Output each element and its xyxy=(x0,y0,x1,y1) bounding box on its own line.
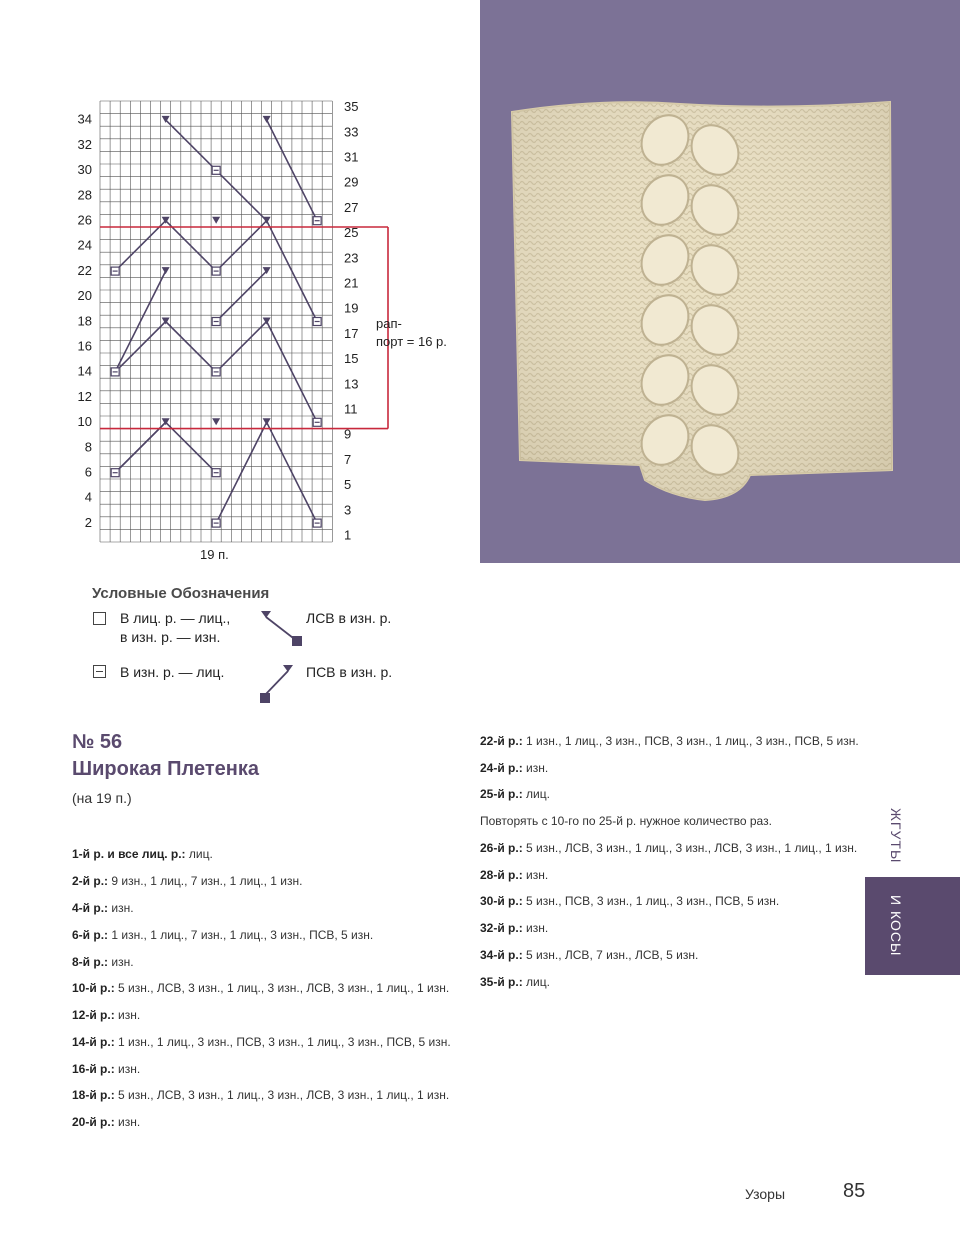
chart-symbols xyxy=(111,116,321,527)
pattern-name: Широкая Плетенка xyxy=(72,758,259,780)
purl-square-icon xyxy=(93,665,106,678)
instruction-row: 26-й р.: 5 изн., ЛСВ, 3 изн., 1 лиц., 3 изн., ЛСВ, 3 изн., 1 лиц., 1 изн. xyxy=(480,841,858,855)
legend-item-knit-line2: в изн. р. — изн. xyxy=(120,629,221,645)
left-row-number: 10 xyxy=(77,414,92,430)
left-row-number: 4 xyxy=(84,489,92,505)
left-row-number: 20 xyxy=(77,288,92,304)
stitch-count-label: 19 п. xyxy=(200,547,229,562)
side-label-bottom-wrap xyxy=(888,895,906,955)
legend xyxy=(92,585,452,705)
instruction-row: 30-й р.: 5 изн., ПСВ, 3 изн., 1 лиц., 3 изн., ПСВ, 5 изн. xyxy=(480,894,780,908)
left-row-number: 24 xyxy=(77,237,92,253)
right-row-number: 15 xyxy=(344,351,359,367)
right-row-number: 19 xyxy=(344,300,359,316)
right-row-number: 21 xyxy=(344,275,359,291)
repeat-label-line1: рап- xyxy=(376,316,402,331)
left-row-number: 18 xyxy=(77,313,92,329)
cable-triangle xyxy=(263,418,271,425)
right-row-number: 17 xyxy=(344,325,359,341)
left-row-numbers xyxy=(78,112,92,530)
left-row-number: 2 xyxy=(84,514,92,530)
footer-section: Узоры xyxy=(745,1186,786,1202)
right-row-number: 7 xyxy=(344,451,352,467)
swatch-illustration xyxy=(480,0,960,563)
instruction-row: 32-й р.: изн. xyxy=(480,921,549,935)
right-row-number: 11 xyxy=(344,401,358,417)
instruction-row: 28-й р.: изн. xyxy=(480,868,549,882)
instruction-row: 20-й р.: изн. xyxy=(72,1115,141,1129)
instruction-row: 1-й р. и все лиц. р.: лиц. xyxy=(72,847,213,861)
left-row-number: 22 xyxy=(77,262,92,278)
side-label-top-wrap xyxy=(888,808,906,868)
right-row-number: 25 xyxy=(344,225,359,241)
instruction-note: Повторять с 10-го по 25-й р. нужное количество раз. xyxy=(480,814,772,828)
right-row-number: 35 xyxy=(344,99,359,115)
left-row-number: 8 xyxy=(84,439,92,455)
swatch-photo xyxy=(480,0,960,563)
instruction-row: 22-й р.: 1 изн., 1 лиц., 3 изн., ПСВ, 3 изн., 1 лиц., 3 изн., ПСВ, 5 изн. xyxy=(480,734,859,748)
instruction-row: 16-й р.: изн. xyxy=(72,1062,141,1076)
right-row-number: 27 xyxy=(344,199,359,215)
instruction-row: 18-й р.: 5 изн., ЛСВ, 3 изн., 1 лиц., 3 изн., ЛСВ, 3 изн., 1 лиц., 1 изн. xyxy=(72,1088,450,1102)
cable-triangle xyxy=(263,116,271,123)
instruction-row: 10-й р.: 5 изн., ЛСВ, 3 изн., 1 лиц., 3 изн., ЛСВ, 3 изн., 1 лиц., 1 изн. xyxy=(72,981,450,995)
cable-triangle xyxy=(212,217,220,224)
cable-triangle xyxy=(212,418,220,425)
left-row-number: 26 xyxy=(77,212,92,228)
instruction-row: 4-й р.: изн. xyxy=(72,901,134,915)
legend-item-knit-line1: В лиц. р. — лиц., xyxy=(120,610,231,626)
instruction-row: 24-й р.: изн. xyxy=(480,761,549,775)
right-row-number: 23 xyxy=(344,250,359,266)
right-row-number: 33 xyxy=(344,124,359,140)
instruction-row: 8-й р.: изн. xyxy=(72,955,134,969)
pattern-subtitle: (на 19 п.) xyxy=(72,790,132,806)
left-row-number: 32 xyxy=(77,136,92,152)
instruction-row: 25-й р.: лиц. xyxy=(480,787,550,801)
repeat-label-line2: порт = 16 р. xyxy=(376,334,447,349)
instruction-row: 35-й р.: лиц. xyxy=(480,975,550,989)
right-row-number: 1 xyxy=(344,527,352,543)
left-row-number: 28 xyxy=(77,187,92,203)
side-label-bottom: И КОСЫ xyxy=(888,895,904,957)
left-row-number: 6 xyxy=(84,464,92,480)
instruction-row: 14-й р.: 1 изн., 1 лиц., 3 изн., ПСВ, 3 изн., 1 лиц., 3 изн., ПСВ, 5 изн. xyxy=(72,1035,451,1049)
right-row-number: 5 xyxy=(344,477,352,493)
right-row-number: 3 xyxy=(344,502,352,518)
side-label-top: ЖГУТЫ xyxy=(888,808,904,864)
pattern-number: № 56 xyxy=(72,731,123,753)
knitting-chart xyxy=(0,0,480,570)
left-cross-icon-end xyxy=(257,607,307,647)
right-row-number: 9 xyxy=(344,426,352,442)
instruction-row: 6-й р.: 1 изн., 1 лиц., 7 изн., 1 лиц., 3 изн., ПСВ, 5 изн. xyxy=(72,928,374,942)
legend-item-lsv: ЛСВ в изн. р. xyxy=(306,610,392,626)
section-tab xyxy=(865,877,960,975)
right-row-number: 13 xyxy=(344,376,359,392)
instruction-row: 12-й р.: изн. xyxy=(72,1008,141,1022)
legend-item-purl: В изн. р. — лиц. xyxy=(120,664,225,680)
right-row-number: 31 xyxy=(344,149,359,165)
right-row-numbers xyxy=(344,99,358,542)
legend-item-psv: ПСВ в изн. р. xyxy=(306,664,393,680)
cable-triangle xyxy=(162,267,170,274)
left-row-number: 30 xyxy=(77,162,92,178)
page-number: 85 xyxy=(843,1180,866,1202)
left-row-number: 12 xyxy=(77,388,92,404)
right-cross-icon xyxy=(257,661,307,705)
right-row-number: 29 xyxy=(344,174,359,190)
knit-square-icon xyxy=(93,612,106,625)
instruction-row: 2-й р.: 9 изн., 1 лиц., 7 изн., 1 лиц., 1 изн. xyxy=(72,874,303,888)
left-row-number: 34 xyxy=(77,111,92,127)
left-row-number: 16 xyxy=(77,338,92,354)
instruction-row: 34-й р.: 5 изн., ЛСВ, 7 изн., ЛСВ, 5 изн. xyxy=(480,948,699,962)
legend-title: Условные Обозначения xyxy=(92,585,270,602)
left-row-number: 14 xyxy=(77,363,92,379)
